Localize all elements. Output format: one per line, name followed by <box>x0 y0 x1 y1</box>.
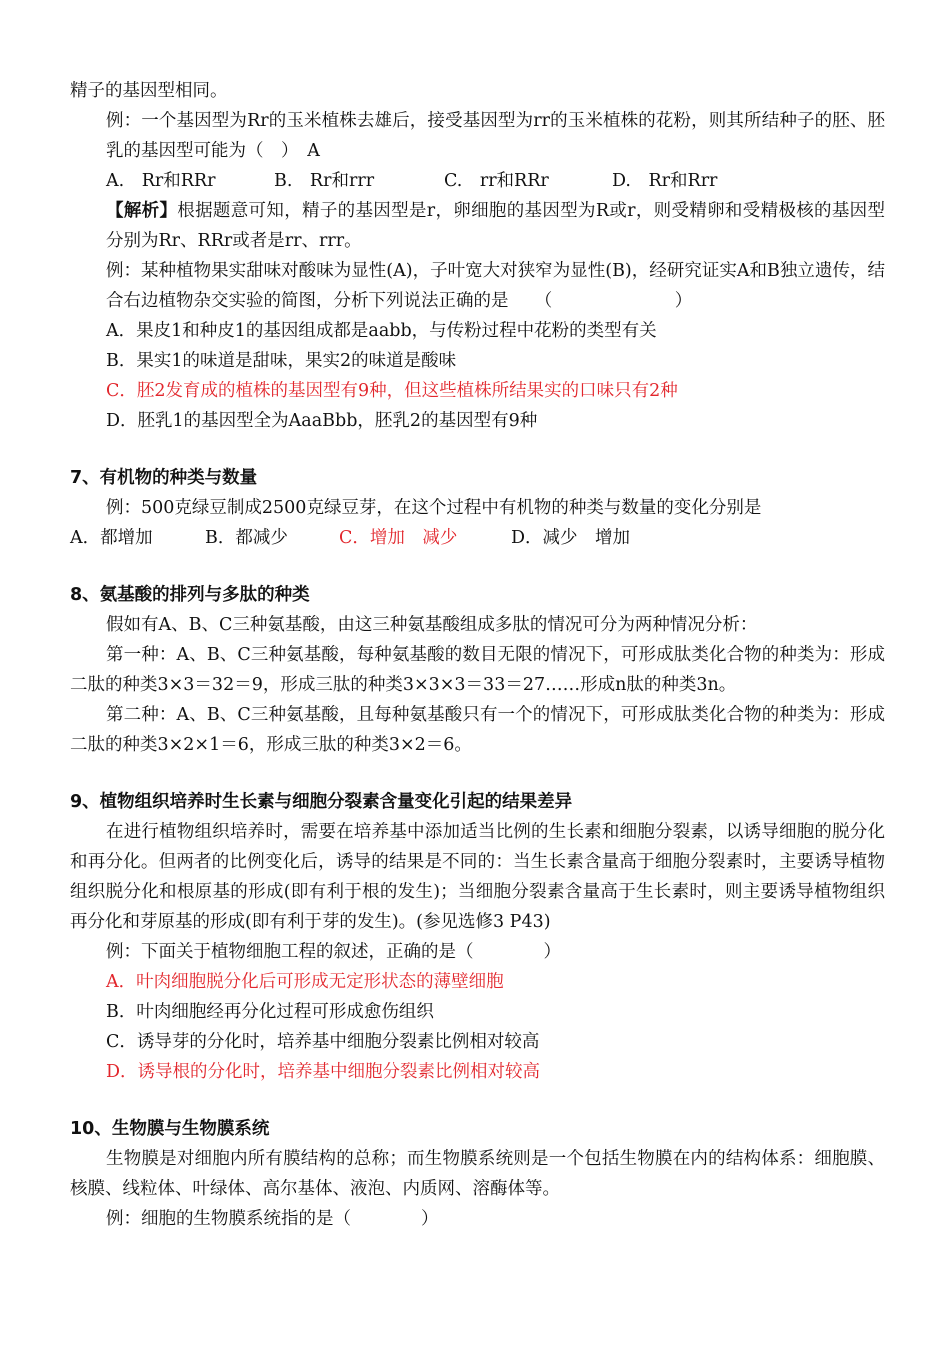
option-d: D．减少 增加 <box>511 528 631 548</box>
option-d-correct: D．诱导根的分化时，培养基中细胞分裂素比例相对较高 <box>106 1062 541 1082</box>
option-b: B．果实1的味道是甜味，果实2的味道是酸味 <box>106 351 457 371</box>
option-c-correct: C．胚2发育成的植株的基因型有9种，但这些植株所结果实的口味只有2种 <box>106 381 678 401</box>
option-b: B. Rr和rrr <box>274 171 375 191</box>
document-page <box>70 76 885 1234</box>
option-a: A．都增加 <box>70 528 153 548</box>
example-question: 例：某种植物果实甜味对酸味为显性(A)，子叶宽大对狭窄为显性(B)，经研究证实A和B独立遗传，结合右边植物杂交实验的简图，分析下列说法正确的是 （ ） <box>106 261 885 311</box>
answer-options <box>70 166 885 196</box>
example-question: 例：一个基因型为Rr的玉米植株去雄后，接受基因型为rr的玉米植株的花粉，则其所结种子的胚、胚乳的基因型可能为（ ） A <box>106 111 885 161</box>
section-8-title: 8、氨基酸的排列与多肽的种类 <box>70 585 310 605</box>
option-b: B．都减少 <box>205 528 288 548</box>
option-a: A. Rr和RRr <box>106 171 216 191</box>
option-d: D. Rr和Rrr <box>612 171 718 191</box>
analysis-text: 根据题意可知，精子的基因型是r，卵细胞的基因型为R或r，则受精卵和受精极核的基因型分别为Rr、RRr或者是rr、rrr。 <box>106 201 885 251</box>
option-c: C. rr和RRr <box>444 171 549 191</box>
option-c: C．诱导芽的分化时，培养基中细胞分裂素比例相对较高 <box>106 1032 540 1052</box>
option-d: D．胚乳1的基因型全为AaaBbb，胚乳2的基因型有9种 <box>106 411 538 431</box>
section-9-title: 9、植物组织培养时生长素与细胞分裂素含量变化引起的结果差异 <box>70 792 573 812</box>
example-question: 例：下面关于植物细胞工程的叙述，正确的是（ ） <box>106 942 561 962</box>
analysis-paragraph <box>70 196 885 256</box>
option-a-correct: A．叶肉细胞脱分化后可形成无定形状态的薄壁细胞 <box>106 972 504 992</box>
example-question: 例：500克绿豆制成2500克绿豆芽，在这个过程中有机物的种类与数量的变化分别是 <box>106 498 762 518</box>
paragraph: 第一种：A、B、C三种氨基酸，每种氨基酸的数目无限的情况下，可形成肽类化合物的种类为：形成二肽的种类3×3＝32＝9，形成三肽的种类3×3×3＝33＝27……形成n肽的种类3n。 <box>70 645 885 695</box>
example-question: 例：细胞的生物膜系统指的是（ ） <box>106 1209 439 1229</box>
analysis-tag: 【解析】 <box>106 201 178 221</box>
text-line: 精子的基因型相同。 <box>70 81 228 101</box>
paragraph: 在进行植物组织培养时，需要在培养基中添加适当比例的生长素和细胞分裂素，以诱导细胞的脱分化和再分化。但两者的比例变化后，诱导的结果是不同的：当生长素含量高于细胞分裂素时，主要诱导植物组织脱分化和根原基的形成(即有利于根的发生)；当细胞分裂素含量高于生长素时，则主要诱导植物组织再分化和芽原基的形成(即有利于芽的发生)。(参见选修3 P43) <box>70 822 885 932</box>
paragraph: 假如有A、B、C三种氨基酸，由这三种氨基酸组成多肽的情况可分为两种情况分析： <box>106 615 758 635</box>
answer-options <box>70 523 885 553</box>
option-a: A．果皮1和种皮1的基因组成都是aabb，与传粉过程中花粉的类型有关 <box>106 321 657 341</box>
section-7-title: 7、有机物的种类与数量 <box>70 468 258 488</box>
option-b: B．叶肉细胞经再分化过程可形成愈伤组织 <box>106 1002 434 1022</box>
section-10-title: 10、生物膜与生物膜系统 <box>70 1119 270 1139</box>
option-c-correct: C．增加 减少 <box>339 528 458 548</box>
paragraph: 生物膜是对细胞内所有膜结构的总称；而生物膜系统则是一个包括生物膜在内的结构体系：细胞膜、核膜、线粒体、叶绿体、高尔基体、液泡、内质网、溶酶体等。 <box>70 1149 885 1199</box>
paragraph: 第二种：A、B、C三种氨基酸，且每种氨基酸只有一个的情况下，可形成肽类化合物的种类为：形成二肽的种类3×2×1＝6，形成三肽的种类3×2＝6。 <box>70 705 885 755</box>
